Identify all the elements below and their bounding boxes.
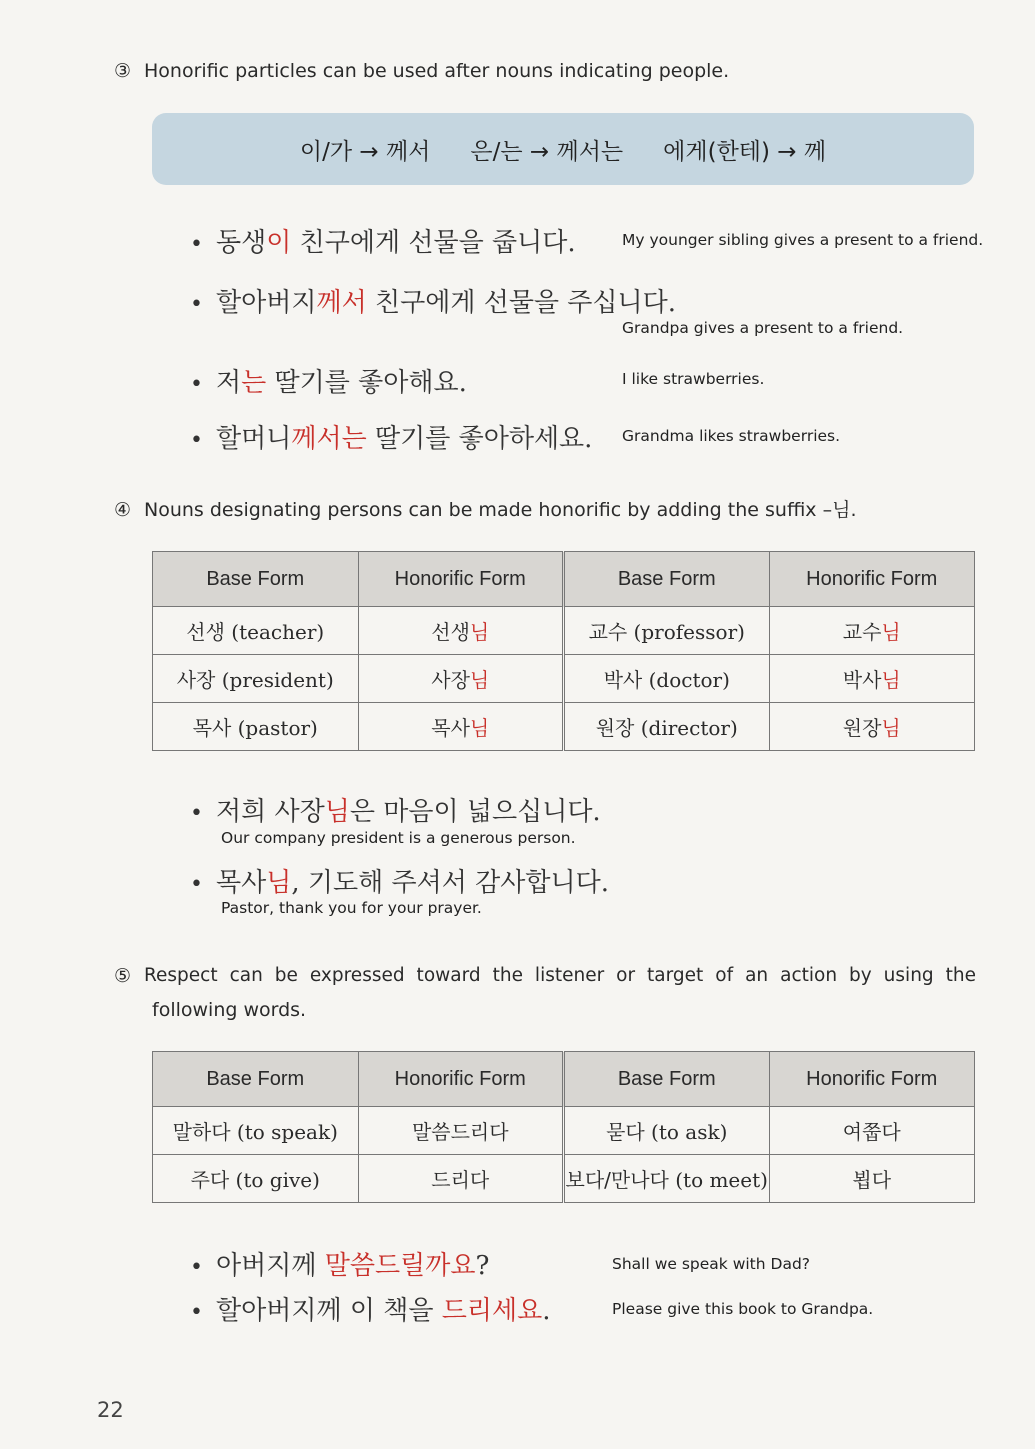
example-english: Shall we speak with Dad?	[612, 1255, 811, 1273]
honorific-verbs-table	[152, 1051, 975, 1203]
example-korean: • 할아버지께서 친구에게 선물을 주십니다.	[190, 288, 677, 318]
particle-pair: 은/는 → 께서는	[470, 138, 624, 165]
section-number: ④	[114, 499, 132, 521]
table-cell: 목사님	[358, 703, 564, 751]
column-header: Base Form	[153, 552, 359, 607]
table-cell: 주다 (to give)	[153, 1155, 359, 1203]
section-title: Honorific particles can be used after nouns indicating people.	[144, 60, 730, 82]
example-korean: • 할아버지께 이 책을 드리세요.	[190, 1296, 551, 1326]
example-english: Pastor, thank you for your prayer.	[221, 899, 482, 917]
table-header-row	[153, 1052, 975, 1107]
suffix-table	[152, 551, 975, 751]
column-header: Base Form	[153, 1052, 359, 1107]
example-korean: • 목사님, 기도해 주셔서 감사합니다.	[190, 868, 609, 898]
table-row	[153, 655, 975, 703]
column-header: Honorific Form	[358, 1052, 564, 1107]
particle-pair: 에게(한테) → 께	[663, 138, 827, 165]
particle-pair: 이/가 → 께서	[299, 138, 431, 165]
section-title-continued: following words.	[152, 999, 307, 1021]
table-row	[153, 607, 975, 655]
table-cell: 원장 (director)	[564, 703, 770, 751]
table-cell: 말하다 (to speak)	[153, 1107, 359, 1155]
table-cell: 선생 (teacher)	[153, 607, 359, 655]
example-korean: • 동생이 친구에게 선물을 줍니다.	[190, 228, 576, 258]
example-english: I like strawberries.	[622, 370, 765, 388]
example-english: Please give this book to Grandpa.	[612, 1300, 874, 1318]
column-header: Base Form	[564, 1052, 770, 1107]
table-cell: 말씀드리다	[358, 1107, 564, 1155]
example-korean: • 할머니께서는 딸기를 좋아하세요.	[190, 424, 593, 454]
table-cell: 교수 (professor)	[564, 607, 770, 655]
table-cell: 교수님	[769, 607, 975, 655]
section-number: ⑤	[114, 965, 132, 987]
table-cell: 뵙다	[769, 1155, 975, 1203]
column-header: Base Form	[564, 552, 770, 607]
column-header: Honorific Form	[358, 552, 564, 607]
example-korean: • 저는 딸기를 좋아해요.	[190, 368, 467, 398]
table-row	[153, 1107, 975, 1155]
table-cell: 드리다	[358, 1155, 564, 1203]
section-number: ③	[114, 60, 132, 82]
table-cell: 원장님	[769, 703, 975, 751]
example-english: Our company president is a generous person.	[221, 829, 576, 847]
table-row	[153, 1155, 975, 1203]
table-cell: 보다/만나다 (to meet)	[564, 1155, 770, 1203]
table-row	[153, 703, 975, 751]
section-title: Respect can be expressed toward the listener or target of an action by using the	[144, 965, 976, 986]
section-5-heading	[114, 959, 976, 1027]
table-cell: 사장님	[358, 655, 564, 703]
example-english: Grandma likes strawberries.	[622, 427, 841, 445]
table-cell: 목사 (pastor)	[153, 703, 359, 751]
table-cell: 선생님	[358, 607, 564, 655]
example-english: My younger sibling gives a present to a friend.	[622, 231, 984, 249]
table-cell: 박사님	[769, 655, 975, 703]
page-number: 22	[97, 1398, 124, 1422]
example-korean: • 아버지께 말씀드릴까요?	[190, 1251, 490, 1281]
table-cell: 사장 (president)	[153, 655, 359, 703]
table-cell: 여쭙다	[769, 1107, 975, 1155]
table-cell: 묻다 (to ask)	[564, 1107, 770, 1155]
section-title: Nouns designating persons can be made honorific by adding the suffix –님.	[144, 499, 857, 521]
example-korean: • 저희 사장님은 마음이 넓으십니다.	[190, 797, 601, 827]
table-header-row	[153, 552, 975, 607]
table-cell: 박사 (doctor)	[564, 655, 770, 703]
column-header: Honorific Form	[769, 552, 975, 607]
section-3-heading	[114, 54, 729, 88]
section-4-heading	[114, 493, 857, 527]
example-english: Grandpa gives a present to a friend.	[622, 319, 904, 337]
column-header: Honorific Form	[769, 1052, 975, 1107]
particle-banner	[152, 113, 974, 185]
